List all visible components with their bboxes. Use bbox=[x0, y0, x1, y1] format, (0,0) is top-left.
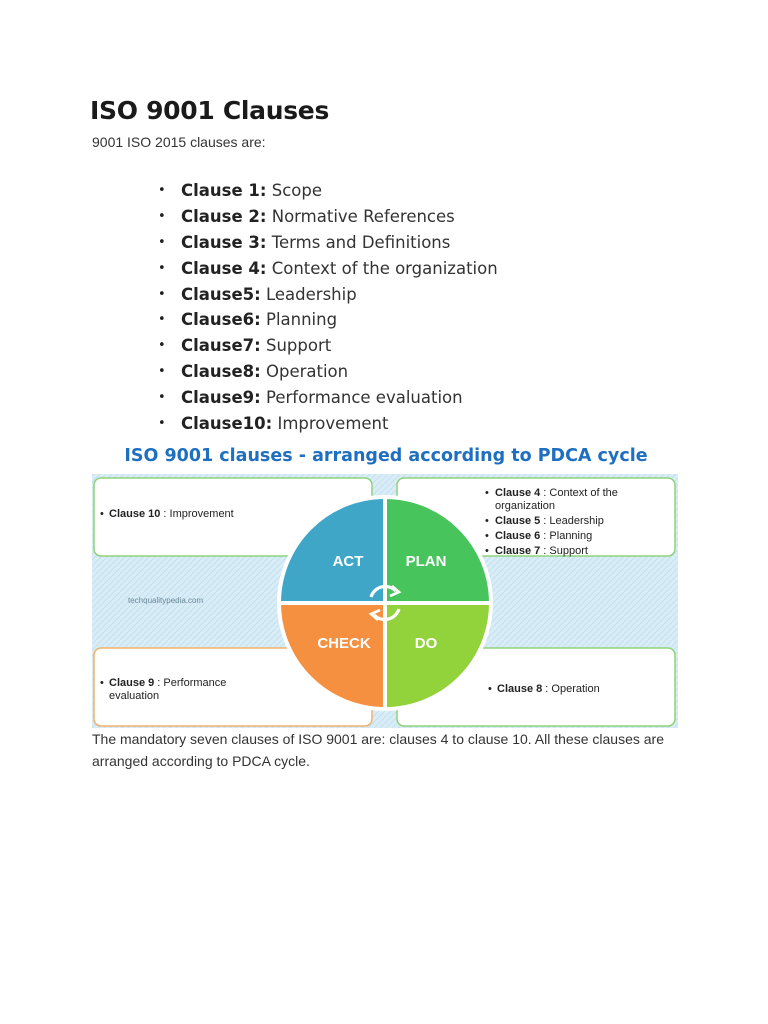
box-bullet: • bbox=[485, 487, 489, 499]
list-item bbox=[155, 256, 498, 282]
box-bullet: • bbox=[485, 530, 489, 542]
clause-text: Context of the organization bbox=[271, 258, 498, 278]
figure-heading: ISO 9001 clauses - arranged according to PDCA cycle bbox=[124, 446, 648, 466]
clause-text: Performance evaluation bbox=[266, 388, 463, 408]
box-line: Clause 9 : Performance bbox=[109, 677, 227, 689]
box-line: evaluation bbox=[109, 690, 160, 702]
box-bullet: • bbox=[485, 515, 489, 527]
clause-list bbox=[155, 178, 498, 437]
page-title: ISO 9001 Clauses bbox=[90, 96, 330, 125]
box-line: Clause 4 : Context of the bbox=[495, 487, 618, 499]
clause-label: Clause 2: bbox=[181, 206, 267, 226]
clause-text: Normative References bbox=[271, 206, 455, 226]
pdca-figure bbox=[90, 436, 680, 730]
list-item bbox=[155, 333, 498, 359]
clause-label: Clause 3: bbox=[181, 232, 267, 252]
clause-label: Clause5: bbox=[181, 284, 261, 304]
caption-text: The mandatory seven clauses of ISO 9001 are: clauses 4 to clause 10. All these clauses are arranged according to PDCA cycle. bbox=[92, 731, 664, 769]
box-bullet: • bbox=[488, 683, 492, 695]
box-bullet: • bbox=[100, 508, 104, 520]
check-label: CHECK bbox=[317, 635, 371, 652]
list-item bbox=[155, 359, 498, 385]
box-line: Clause 7 : Support bbox=[495, 545, 588, 557]
clause-text: Planning bbox=[266, 310, 338, 330]
watermark: techqualitypedia.com bbox=[128, 596, 204, 605]
clause-label: Clause6: bbox=[181, 310, 261, 330]
list-item bbox=[155, 204, 498, 230]
list-item bbox=[155, 385, 498, 411]
intro-text: 9001 ISO 2015 clauses are: bbox=[92, 134, 266, 150]
clause-text: Scope bbox=[271, 181, 322, 200]
clause-text: Operation bbox=[266, 362, 349, 382]
box-bullet: • bbox=[100, 677, 104, 689]
box-line: Clause 5 : Leadership bbox=[495, 515, 604, 527]
box-line: Clause 8 : Operation bbox=[497, 683, 600, 695]
box-bullet: • bbox=[485, 545, 489, 557]
clause-text: Leadership bbox=[266, 284, 357, 304]
clause-label: Clause 1: bbox=[181, 181, 267, 200]
box-line: organization bbox=[495, 500, 555, 512]
clause-label: Clause9: bbox=[181, 388, 261, 408]
list-item bbox=[155, 411, 498, 437]
box-line: Clause 10 : Improvement bbox=[109, 508, 234, 520]
clause-label: Clause8: bbox=[181, 362, 261, 382]
clause-text: Improvement bbox=[277, 414, 389, 434]
clause-label: Clause7: bbox=[181, 336, 261, 356]
clause-label: Clause 4: bbox=[181, 258, 267, 278]
do-label: DO bbox=[414, 635, 438, 652]
clause-text: Support bbox=[266, 336, 332, 356]
plan-label: PLAN bbox=[405, 553, 447, 570]
list-item bbox=[155, 230, 498, 256]
act-label: ACT bbox=[332, 553, 364, 570]
list-item bbox=[155, 178, 498, 204]
pdca-diagram bbox=[90, 436, 680, 730]
box-line: Clause 6 : Planning bbox=[495, 530, 593, 542]
list-item bbox=[155, 307, 498, 333]
clause-label: Clause10: bbox=[181, 414, 273, 434]
clause-text: Terms and Definitions bbox=[271, 232, 451, 252]
list-item bbox=[155, 282, 498, 308]
